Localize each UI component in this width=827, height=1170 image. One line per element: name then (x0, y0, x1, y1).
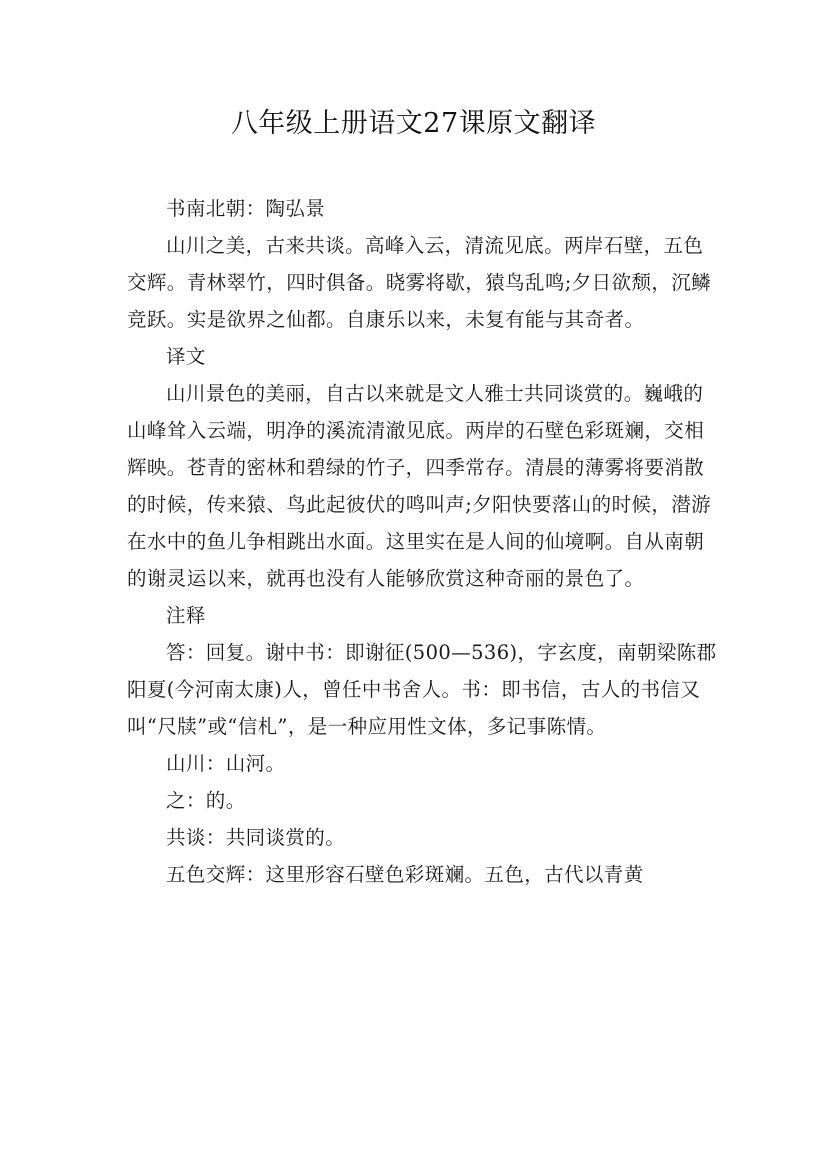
translation-paragraph: 山川景色的美丽，自古以来就是文人雅士共同谈赏的。巍峨的山峰耸入云端，明净的溪流清澈见底。两岸的石壁色彩斑斓，交相辉映。苍青的密林和碧绿的竹子，四季常存。清晨的薄雾将要消散的时候，传来猿、鸟此起彼伏的鸣叫声;夕阳快要落山的时候，潜游在水中的鱼儿争相跳出水面。这里实在是人间的仙境啊。自从南朝的谢灵运以来，就再也没有人能够欣赏这种奇丽的景色了。 (127, 382, 712, 590)
note-item: 五色交辉：这里形容石壁色彩斑斓。五色，古代以青黄 (166, 863, 644, 886)
translation-heading: 译文 (166, 345, 206, 368)
note-item: 山川：山河。 (166, 752, 286, 775)
note-item: 之：的。 (166, 789, 246, 812)
author-line: 书南北朝：陶弘景 (166, 197, 326, 220)
note-item: 答：回复。谢中书：即谢征(500—536)，字玄度，南朝梁陈郡阳夏(今河南太康)人，曾任中书舍人。书：即书信，古人的书信又叫“尺牍”或“信札”，是一种应用性文体，多记事陈情。 (127, 641, 717, 738)
original-text-paragraph: 山川之美，古来共谈。高峰入云，清流见底。两岸石壁，五色交辉。青林翠竹，四时俱备。晓雾将歇，猿鸟乱鸣;夕日欲颓，沉鳞竞跃。实是欲界之仙都。自康乐以来，未复有能与其奇者。 (127, 234, 712, 331)
notes-heading: 注释 (166, 604, 206, 627)
document-title: 八年级上册语文27课原文翻译 (230, 108, 597, 139)
document-body (127, 190, 717, 893)
note-item: 共谈：共同谈赏的。 (166, 826, 346, 849)
